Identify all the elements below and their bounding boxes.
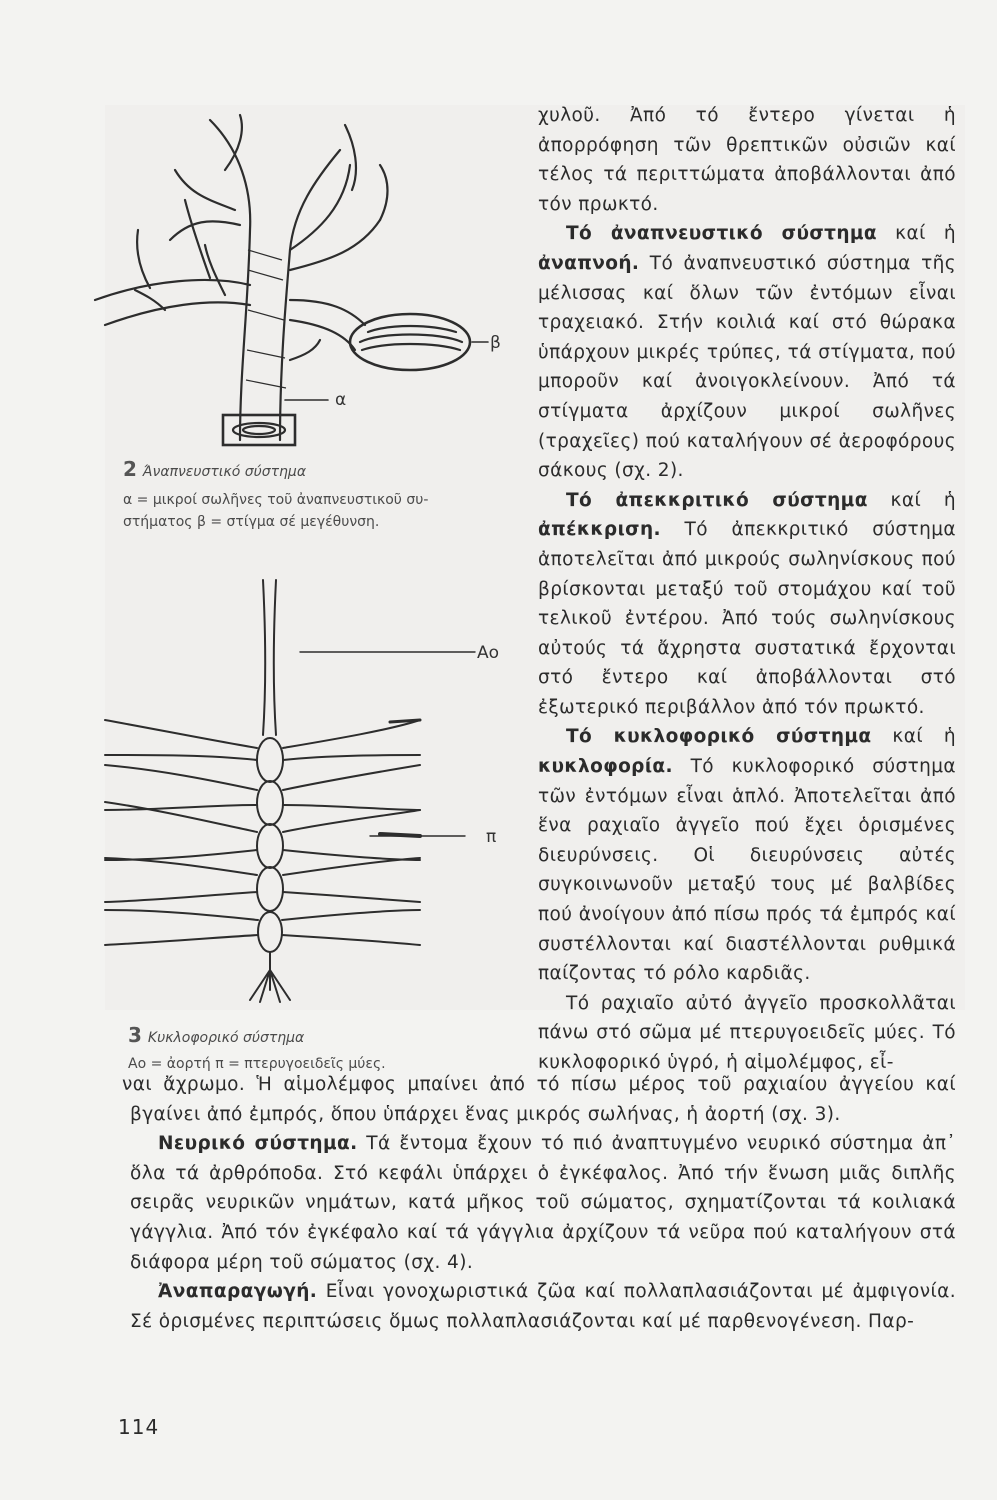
figure-2-title: Άναπνευστικό σύστημα	[142, 464, 307, 480]
paragraph-continuation: χυλοῦ. Ἀπό τό ἔντερο γίνεται ἡ ἀπορρόφηση τῶν θρεπτικῶν οὐσιῶν καί τέλος τά περιττώματα ἀποβάλλονται ἀπό τόν πρωκτό.	[538, 105, 956, 215]
figure-3-title: Κυκλοφορικό σύστημα	[147, 1030, 305, 1046]
figure-3-caption-line-1: Αο = ἀορτή π = πτερυγοειδεῖς μύες.	[128, 1056, 386, 1072]
label-aorta: Αο	[477, 643, 500, 663]
reproduction-body: Εἶναι γονοχωριστικά ζῶα καί πολλαπλασιάζονται μέ ἀμφιγονία. Σέ ὁρισμένες περιπτώσεις ὅμως πολλαπλασιάζονται καί μέ παρθενογένεση. Παρ-	[130, 1281, 956, 1332]
paragraph-nervous	[130, 1129, 956, 1277]
figure-3-caption	[128, 1024, 386, 1075]
label-pi: π	[486, 827, 497, 847]
circulatory-body: Τό κυκλοφορικό σύστημα τῶν ἐντόμων εἶναι ἁπλό. Ἀποτελεῖται ἀπό ἕνα ραχιαῖο ἀγγεῖο πού ἔχει ὁρισμένες διευρύνσεις. Οἱ διευρύνσεις αὐτές συγκοινωνοῦν μεταξύ τους μέ βαλβίδες πού ἀνοίγουν ἀπό πίσω πρός τά ἐμπρός καί συστέλλονται καί διαστέλλονται ρυθμικά παίζοντας τό ρόλο καρδιᾶς.	[538, 756, 956, 985]
heading-circulatory: Τό κυκλοφορικό σύστημα	[566, 726, 872, 748]
respiratory-body: Τό ἀναπνευστικό σύστημα τῆς μέλισσας καί ὅλων τῶν ἐντόμων εἶναι τραχειακό. Στήν κοιλιά καί στό θώρακα ὑπάρχουν μικρές τρύπες, τά στίγματα, πού μποροῦν καί ἀνοιγοκλείνουν. Ἀπό τά στίγματα ἀρχίζουν μικροί σωλῆνες (τραχεῖες) πού καταλήγουν σέ ἀεροφόρους σάκους (σχ. 2).	[538, 252, 956, 482]
paragraph-circulatory	[538, 722, 956, 988]
paragraph-excretory	[538, 486, 956, 723]
figure-2-caption-line-1: α = μικροί σωλῆνες τοῦ ἀναπνευστικοῦ συ-	[123, 492, 429, 508]
figure-3-number: 3	[128, 1023, 142, 1047]
heading-reproduction: Ἀναπαραγωγή.	[158, 1281, 318, 1303]
figure-3-circulatory-drawing	[100, 570, 510, 1020]
paragraph-respiratory	[538, 219, 956, 485]
figure-2-number: 2	[123, 457, 137, 481]
heading-excretory: Τό ἀπεκκριτικό σύστημα	[566, 489, 868, 511]
figure-2-respiratory-drawing	[90, 110, 520, 460]
heading-nervous: Νευρικό σύστημα.	[158, 1133, 358, 1155]
right-column-text	[538, 101, 956, 1078]
heading-respiration: ἀναπνοή.	[538, 252, 640, 274]
label-alpha: α	[335, 390, 347, 410]
heading-excretion: ἀπέκκριση.	[538, 519, 661, 541]
heading-respiratory: Τό ἀναπνευστικό σύστημα	[566, 223, 878, 245]
paragraph-dorsal-vessel: Τό ραχιαῖο αὐτό ἀγγεῖο προσκολλᾶται πάνω στό σῶμα μέ πτερυγοειδεῖς μύες. Τό κυκλοφορικό ὑγρό, ἡ αἱμολέμφος, εἶ-	[538, 992, 956, 1073]
heading-excretory-joiner: καί ἡ	[867, 489, 956, 511]
figure-2-caption-line-2: στήματος β = στίγμα σέ μεγέθυνση.	[123, 514, 380, 530]
paragraph-hemolymph: ναι ἄχρωμο. Ἡ αἱμολέμφος μπαίνει ἀπό τό πίσω μέρος τοῦ ραχιαίου ἀγγείου καί βγαίνει ἀπό ἐμπρός, ὅπου ὑπάρχει ἕνας μικρός σωλήνας, ἡ ἀορτή (σχ. 3).	[122, 1074, 956, 1125]
full-width-text	[122, 1070, 957, 1336]
nervous-body: Τά ἔντομα ἔχουν τό πιό ἀναπτυγμένο νευρικό σύστημα ἀπ᾿ ὅλα τά ἀρθρόποδα. Στό κεφάλι ὑπάρχει ὁ ἐγκέφαλος. Ἀπό τήν ἕνωση μιᾶς διπλῆς σειρᾶς νευρικῶν νημάτων, κατά μῆκος τοῦ σώματος, σχηματίζονται τά κοιλιακά γάγγλια. Ἀπό τόν ἐγκέφαλο καί τά γάγγλια ἀρχίζουν τά νεῦρα πού καταλήγουν στά διάφορα μέρη τοῦ σώματος (σχ. 4).	[130, 1133, 957, 1273]
excretory-body: Τό ἀπεκκριτικό σύστημα ἀποτελεῖται ἀπό μικρούς σωληνίσκους πού βρίσκονται μεταξύ τοῦ στομάχου καί τοῦ τελικοῦ ἐντέρου. Ἀπό τούς σωληνίσκους αὐτούς τά ἄχρηστα συστατικά ἔρχονται στό ἔντερο καί ἀποβάλλονται στό ἐξωτερικό περιβάλλον ἀπό τόν πρωκτό.	[538, 519, 956, 718]
heading-circulation: κυκλοφορία.	[538, 756, 673, 778]
heading-respiratory-joiner: καί ἡ	[877, 223, 956, 245]
paragraph-reproduction	[130, 1277, 956, 1336]
figure-2-caption	[123, 458, 428, 533]
label-beta: β	[490, 333, 501, 353]
page-number: 114	[118, 1415, 160, 1439]
heading-circulatory-joiner: καί ἡ	[871, 726, 956, 748]
